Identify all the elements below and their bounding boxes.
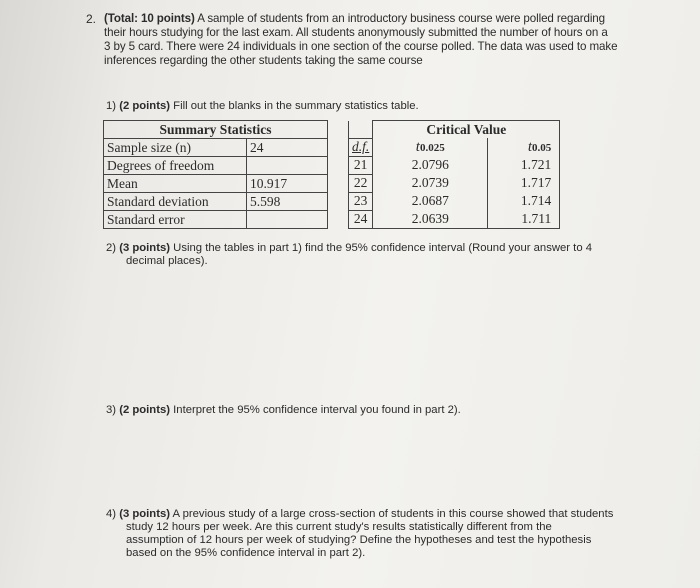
part-2-line-2: decimal places). (126, 255, 208, 267)
table-row (349, 156, 560, 174)
question-line-1: A sample of students from an introductory business course were polled regarding (197, 12, 605, 25)
summary-value: 5.598 (247, 193, 328, 211)
part-1 (106, 100, 419, 113)
t-0025-value: 2.0796 (373, 156, 488, 174)
part-3-points: (2 points) (119, 404, 171, 416)
part-4-number: 4) (106, 508, 117, 520)
question-text (104, 12, 634, 68)
t-005-value: 1.714 (488, 192, 560, 210)
summary-label: Mean (104, 175, 247, 193)
part-1-points: (2 points) (119, 100, 171, 112)
part-4-line-1: A previous study of a large cross-section of students in this course showed that students (172, 508, 614, 520)
question-line-2: their hours studying for the last exam. All students anonymously submitted the number of hours on a (104, 26, 608, 39)
summary-label: Degrees of freedom (104, 157, 247, 175)
part-4-line-4: based on the 95% confidence interval in part 2). (126, 547, 366, 559)
df-value: 23 (349, 192, 373, 210)
question-line-3: 3 by 5 card. There were 24 individuals in one section of the course polled. The data was used to make (104, 40, 618, 53)
df-value: 21 (349, 156, 373, 174)
part-1-line-1: Fill out the blanks in the summary statistics table. (173, 100, 419, 112)
t-0025-header: t0.025 (373, 138, 488, 156)
table-row (349, 192, 560, 210)
table-row (104, 193, 328, 211)
t-0025-value: 2.0639 (373, 210, 488, 228)
table-row (104, 211, 328, 229)
summary-table-title: Summary Statistics (104, 121, 328, 139)
part-3-line-1: Interpret the 95% confidence interval you found in part 2). (173, 404, 461, 416)
t-005-value: 1.721 (488, 156, 560, 174)
summary-label: Standard error (104, 211, 247, 229)
part-4-line-2: study 12 hours per week. Are this current study's results statistically different from the (126, 521, 552, 533)
part-3 (106, 404, 461, 417)
t-0025-value: 2.0739 (373, 174, 488, 192)
t-005-header: t0.05 (488, 138, 560, 156)
part-2-line-1: Using the tables in part 1) find the 95% confidence interval (Round your answer to 4 (173, 242, 593, 254)
summary-value-blank (247, 157, 328, 175)
part-2 (106, 242, 626, 268)
summary-label: Standard deviation (104, 193, 247, 211)
df-header: d.f. (352, 139, 370, 154)
question-heading: (Total: 10 points) (104, 12, 195, 25)
table-row (104, 139, 328, 157)
critical-table-title: Critical Value (373, 121, 560, 139)
summary-value-blank (247, 211, 328, 229)
table-row (349, 174, 560, 192)
table-row (104, 157, 328, 175)
part-1-number: 1) (106, 100, 117, 112)
part-3-number: 3) (106, 404, 117, 416)
part-4 (106, 508, 646, 560)
df-value: 24 (349, 210, 373, 228)
part-4-line-3: assumption of 12 hours per week of studying? Define the hypotheses and test the hypothesis (126, 534, 592, 546)
part-2-number: 2) (106, 242, 117, 254)
part-2-points: (3 points) (119, 242, 171, 254)
summary-statistics-table (103, 120, 328, 229)
t-0025-value: 2.0687 (373, 192, 488, 210)
table-row (349, 210, 560, 228)
critical-value-table (348, 120, 560, 229)
t-005-value: 1.717 (488, 174, 560, 192)
df-value: 22 (349, 174, 373, 192)
t-005-value: 1.711 (488, 210, 560, 228)
summary-value: 24 (247, 139, 328, 157)
summary-value: 10.917 (247, 175, 328, 193)
part-4-points: (3 points) (119, 508, 171, 520)
question-line-4: inferences regarding the other students taking the same course (104, 54, 423, 67)
question-number: 2. (86, 12, 97, 26)
summary-label: Sample size (n) (104, 139, 247, 157)
table-row (104, 175, 328, 193)
